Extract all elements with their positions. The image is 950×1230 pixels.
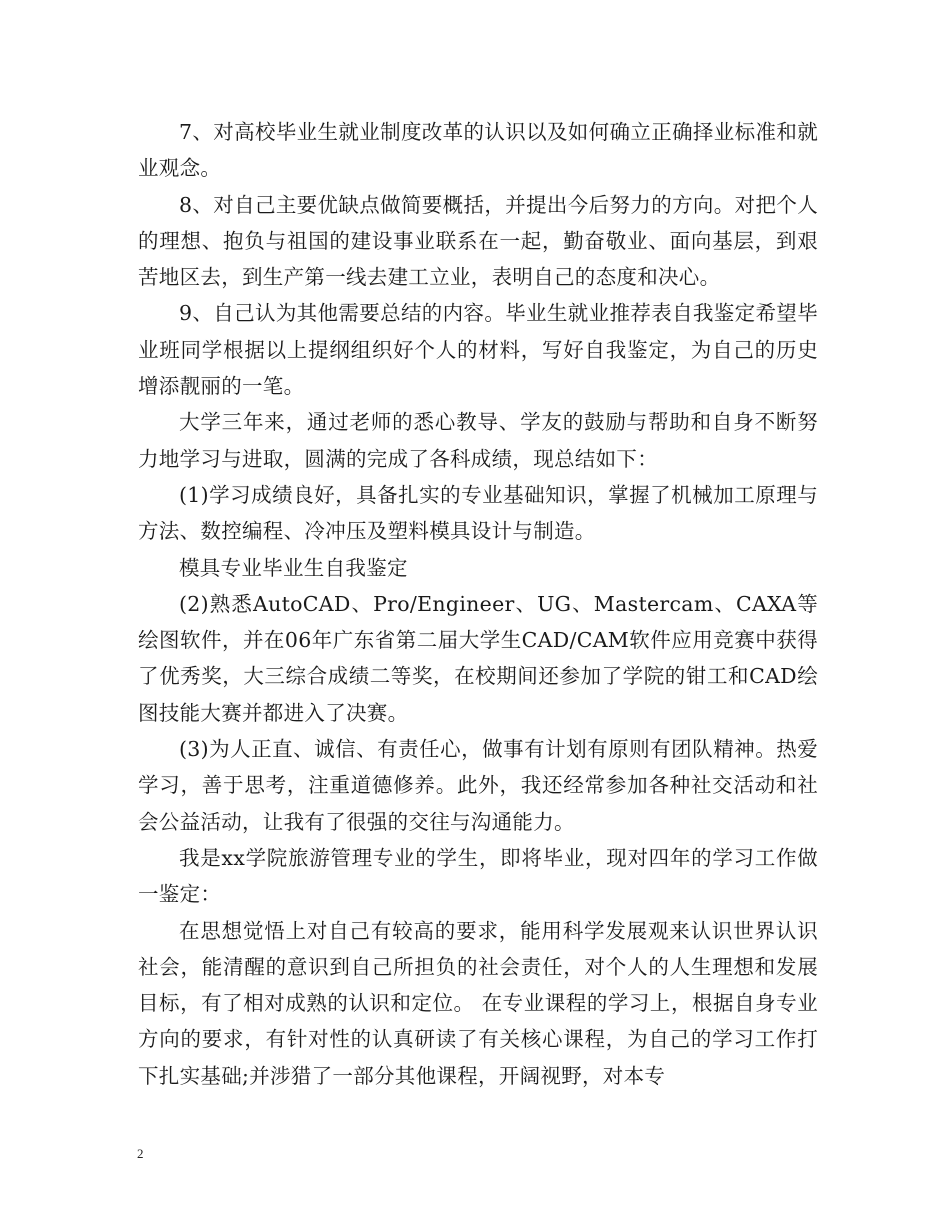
paragraph-point-3: (3)为人正直、诚信、有责任心，做事有计划有原则有团队精神。热爱学习，善于思考，注重道德修养。此外，我还经常参加各种社交活动和社会公益活动，让我有了很强的交往与沟通能力。 — [138, 737, 818, 834]
paragraph-item-7: 7、对高校毕业生就业制度改革的认识以及如何确立正确择业标准和就业观念。 — [138, 120, 818, 181]
document-body — [138, 114, 818, 1094]
paragraph-point-1: (1)学习成绩良好，具备扎实的专业基础知识，掌握了机械加工原理与方法、数控编程、冷冲压及塑料模具设计与制造。 — [138, 482, 818, 544]
paragraph-point-2: (2)熟悉AutoCAD、Pro/Engineer、UG、Mastercam、CAXA等绘图软件，并在06年广东省第二届大学生CAD/CAM软件应用竞赛中获得了优秀奖，大三综合成绩二等奖，在校期间还参加了学院的钳工和CAD绘图技能大赛并都进入了决赛。 — [138, 591, 818, 725]
paragraph-ideology: 在思想觉悟上对自己有较高的要求，能用科学发展观来认识世界认识社会，能清醒的意识到自己所担负的社会责任，对个人的人生理想和发展目标，有了相对成熟的认识和定位。 在专业课程的学习上，根据自身专业方向的要求，有针对性的认真研读了有关核心课程，为自己的学习工作打下扎实基础;并涉猎了一部分其他课程，开阔视野，对本专 — [138, 918, 818, 1088]
paragraph-intro-summary: 大学三年来，通过老师的悉心教导、学友的鼓励与帮助和自身不断努力地学习与进取，圆满的完成了各科成绩，现总结如下： — [138, 410, 818, 471]
paragraph-item-8: 8、对自己主要优缺点做简要概括，并提出今后努力的方向。对把个人的理想、抱负与祖国的建设事业联系在一起，勤奋敬业、面向基层，到艰苦地区去，到生产第一线去建工立业，表明自己的态度和决心。 — [138, 192, 818, 290]
paragraph-item-9: 9、自己认为其他需要总结的内容。毕业生就业推荐表自我鉴定希望毕业班同学根据以上提纲组织好个人的材料，写好自我鉴定，为自己的历史增添靓丽的一笔。 — [138, 301, 818, 399]
section-heading: 模具专业毕业生自我鉴定 — [179, 555, 408, 580]
page-number: 2 — [137, 1146, 144, 1161]
paragraph-self-intro: 我是xx学院旅游管理专业的学生，即将毕业，现对四年的学习工作做一鉴定： — [138, 845, 818, 907]
